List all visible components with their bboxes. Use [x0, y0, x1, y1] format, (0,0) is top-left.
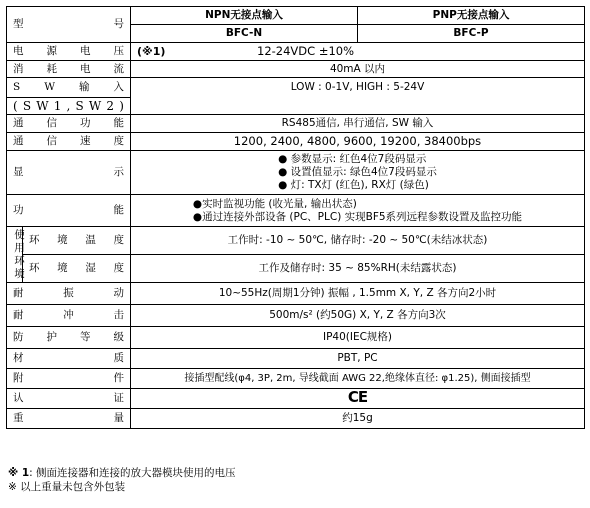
label-char: 能 [113, 204, 124, 216]
function-value [131, 195, 585, 227]
label-char: 2 [106, 98, 115, 113]
label-char: , [66, 98, 71, 113]
label-char: S [75, 98, 84, 113]
power-value: 12-24VDC ±10% [257, 44, 355, 58]
label-char: 功 [13, 204, 24, 216]
row-display [7, 151, 585, 195]
env-temperature-label [23, 227, 131, 255]
weight-label [7, 409, 131, 429]
comm-function-value: RS485通信, 串行通信, SW 输入 [131, 115, 585, 133]
row-weight [7, 409, 585, 429]
pnp-title: PNP无接点输入 [358, 7, 585, 25]
footnote-2: ※ 以上重量未包含外包装 [8, 481, 126, 493]
label-char: 电 [13, 45, 24, 57]
label-char: 耐 [13, 287, 24, 299]
label-char: 压 [113, 45, 124, 57]
label-char: 电 [80, 45, 91, 57]
label-char: 通 [13, 135, 24, 147]
label-char: 能 [113, 117, 124, 129]
label-char: 速 [80, 135, 91, 147]
consumption-value: 40mA 以内 [131, 61, 585, 78]
label-char: 击 [113, 309, 124, 321]
label-char: 环 [29, 234, 40, 246]
label-char: 1 [53, 98, 62, 113]
footnotes [8, 466, 236, 494]
label-char: 通 [13, 117, 24, 129]
env-temperature-value: 工作时: -10 ~ 50℃, 储存时: -20 ~ 50℃(未结冰状态) [131, 227, 585, 255]
label-char: ( [13, 98, 18, 113]
label-char: 号 [113, 18, 124, 30]
label-char: 认 [13, 392, 24, 404]
label-char: 输 [79, 81, 90, 93]
row-env-temperature [7, 227, 585, 255]
label-char: 质 [113, 352, 124, 364]
environment-group-text: 使用环境 [14, 228, 25, 280]
label-char: 入 [113, 81, 124, 93]
row-power [7, 43, 585, 61]
row-comm-speed [7, 133, 585, 151]
consumption-label [7, 61, 131, 78]
function-item: ●通过连接外部设备 (PC、PLC) 实现BF5系列远程参数设置及监控功能 [192, 210, 523, 223]
function-item: ●实时监视功能 (收光量, 输出状态) [192, 197, 357, 210]
power-label [7, 43, 131, 61]
label-char: 流 [113, 62, 124, 75]
label-char: 重 [13, 412, 24, 424]
label-char: 护 [46, 331, 57, 343]
label-char: W [36, 98, 49, 113]
label-char: 温 [85, 234, 96, 246]
row-accessory [7, 369, 585, 389]
display-item: ● 参数显示: 红色4位7段码显示 [278, 153, 427, 165]
vibration-value: 10~55Hz(周期1分钟) 振幅 , 1.5mm X, Y, Z 各方向2小时 [131, 283, 585, 305]
label-char: 动 [113, 287, 124, 299]
display-label [7, 151, 131, 195]
label-char: 型 [13, 18, 24, 30]
npn-title: NPN无接点输入 [131, 7, 358, 25]
label-char: 环 [29, 262, 40, 274]
label-char: 量 [113, 412, 124, 424]
environment-group-label [7, 227, 23, 283]
label-char: 电 [80, 62, 91, 75]
ce-mark: CE [347, 388, 368, 406]
accessory-label [7, 369, 131, 389]
footnote-1 [8, 466, 236, 480]
label-char: 消 [13, 62, 24, 75]
comm-speed-value: 1200, 2400, 4800, 9600, 19200, 38400bps [131, 133, 585, 151]
certification-value [131, 389, 585, 409]
protection-label [7, 327, 131, 349]
header-row-1 [7, 7, 585, 25]
display-item: ● 灯: TX灯 (红色), RX灯 (绿色) [278, 179, 429, 191]
label-char: S [13, 81, 21, 93]
row-vibration [7, 283, 585, 305]
label-char: 湿 [85, 262, 96, 274]
label-char: 示 [113, 166, 124, 178]
pnp-model: BFC-P [358, 25, 585, 43]
footnote-1-mark: ※ 1 [8, 467, 30, 479]
power-note: (※1) [137, 45, 166, 58]
label-char: 功 [80, 117, 91, 129]
label-char: 件 [113, 372, 124, 384]
label-char: 度 [113, 135, 124, 147]
label-char: 境 [57, 262, 68, 274]
label-char: 附 [13, 372, 24, 384]
weight-value: 约15g [131, 409, 585, 429]
material-value: PBT, PC [131, 349, 585, 369]
function-label [7, 195, 131, 227]
label-char: 显 [13, 166, 24, 178]
accessory-value: 接插型配线(φ4, 3P, 2m, 导线截面 AWG 22,绝缘体直径: φ1.25), 侧面接插型 [131, 369, 585, 389]
row-protection [7, 327, 585, 349]
label-char: 材 [13, 352, 24, 364]
label-char: W [88, 98, 102, 113]
label-char: 境 [57, 234, 68, 246]
row-comm-function [7, 115, 585, 133]
display-item: ● 设置值显示: 绿色4位7段码显示 [278, 166, 437, 178]
sw-input-label [7, 78, 131, 98]
certification-label [7, 389, 131, 409]
material-label [7, 349, 131, 369]
label-char: 防 [13, 331, 24, 343]
label-char: 度 [113, 262, 124, 274]
label-char: 冲 [63, 309, 74, 321]
row-certification [7, 389, 585, 409]
label-char: 信 [46, 135, 57, 147]
display-value [131, 151, 585, 195]
spec-table [6, 6, 585, 429]
label-char: 证 [113, 392, 124, 404]
shock-value: 500m/s² (约50G) X, Y, Z 各方向3次 [131, 305, 585, 327]
type-label [7, 7, 131, 43]
row-sw-input [7, 78, 585, 98]
env-humidity-value: 工作及储存时: 35 ~ 85%RH(未结露状态) [131, 255, 585, 283]
label-char: 源 [46, 45, 57, 57]
label-char: 等 [80, 331, 91, 343]
row-consumption [7, 61, 585, 78]
footnote-1-text: : 侧面连接器和连接的放大器模块使用的电压 [29, 467, 236, 479]
env-humidity-label [23, 255, 131, 283]
label-char: 振 [63, 287, 74, 299]
sw-input-sublabel [7, 98, 131, 115]
label-char: 级 [113, 331, 124, 343]
label-char: ) [119, 98, 124, 113]
protection-value: IP40(IEC规格) [131, 327, 585, 349]
sw-input-value: LOW : 0-1V, HIGH : 5-24V [131, 78, 585, 115]
power-value-cell [131, 43, 585, 61]
comm-speed-label [7, 133, 131, 151]
comm-function-label [7, 115, 131, 133]
label-char: 信 [46, 117, 57, 129]
label-char: S [22, 98, 32, 113]
label-char: 耗 [46, 62, 57, 75]
row-shock [7, 305, 585, 327]
label-char: 度 [113, 234, 124, 246]
row-function [7, 195, 585, 227]
npn-model: BFC-N [131, 25, 358, 43]
label-char: 耐 [13, 309, 24, 321]
row-material [7, 349, 585, 369]
shock-label [7, 305, 131, 327]
vibration-label [7, 283, 131, 305]
label-char: W [44, 81, 55, 93]
row-env-humidity [7, 255, 585, 283]
